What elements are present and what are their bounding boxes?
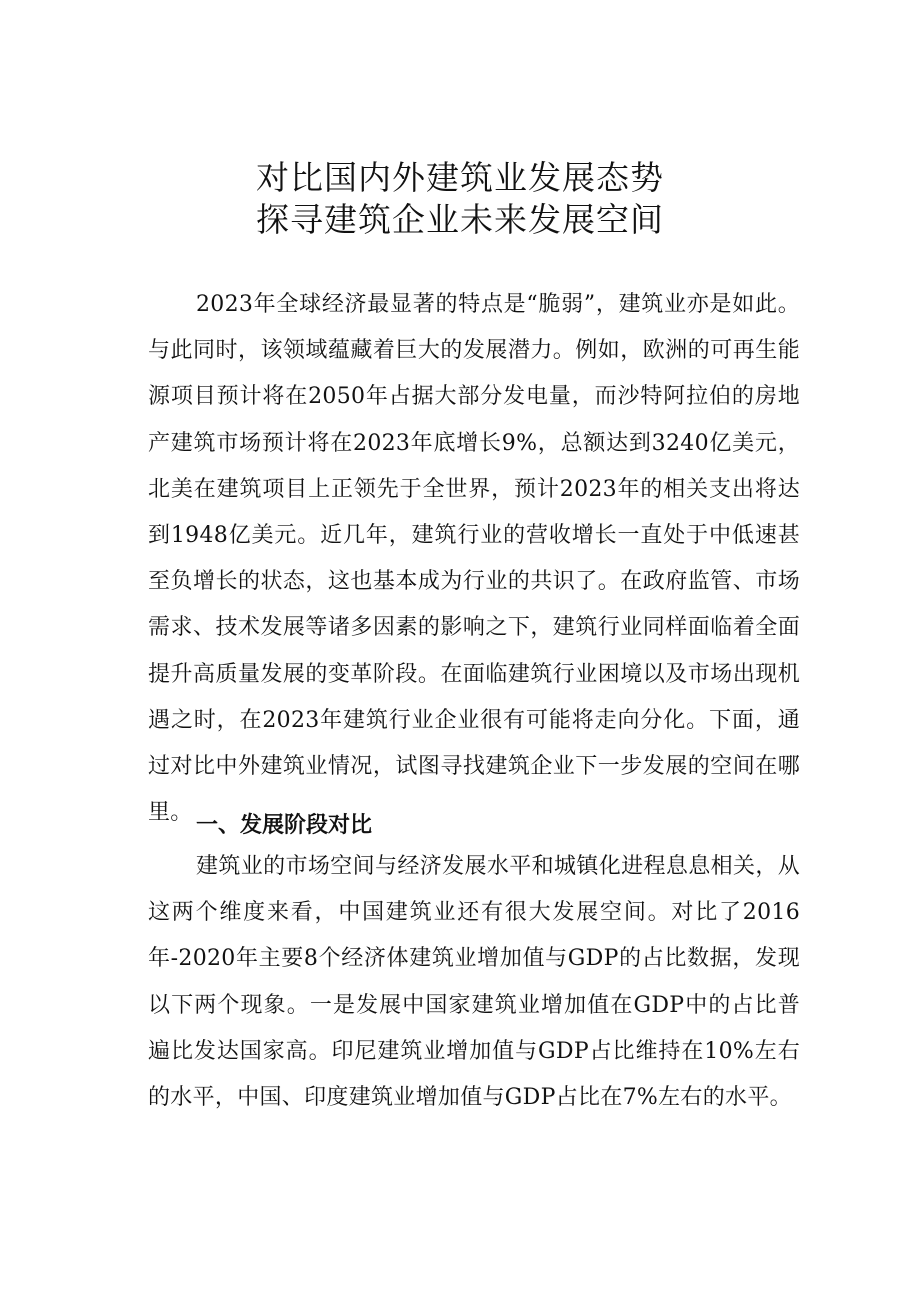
- section-heading-1: 一、发展阶段对比: [196, 813, 373, 838]
- body-paragraph-1: 2023年全球经济最显著的特点是“脆弱”，建筑业亦是如此。与此同时，该领域蕴藏着巨大的发展潜力。例如，欧洲的可再生能源项目预计将在2050年占据大部分发电量，而沙特阿拉伯的房地产建筑市场预计将在2023年底增长9%，总额达到3240亿美元，北美在建筑项目上正领先于全世界，预计2023年的相关支出将达到1948亿美元。近几年，建筑行业的营收增长一直处于中低速甚至负增长的状态，这也基本成为行业的共识了。在政府监管、市场需求、技术发展等诸多因素的影响之下，建筑行业同样面临着全面提升高质量发展的变革阶段。在面临建筑行业困境以及市场出现机遇之时，在2023年建筑行业企业很有可能将走向分化。下面，通过对比中外建筑业情况，试图寻找建筑企业下一步发展的空间在哪里。: [148, 292, 800, 826]
- document-title-line-2: 探寻建筑企业未来发展空间: [256, 200, 664, 239]
- document-title-line-1: 对比国内外建筑业发展态势: [256, 158, 664, 197]
- body-paragraph-2: 建筑业的市场空间与经济发展水平和城镇化进程息息相关，从这两个维度来看，中国建筑业还有很大发展空间。对比了2016年-2020年主要8个经济体建筑业增加值与GDP的占比数据，发现以下两个现象。一是发展中国家建筑业增加值在GDP中的占比普遍比发达国家高。印尼建筑业增加值与GDP占比维持在10%左右的水平，中国、印度建筑业增加值与GDP占比在7%左右的水平。: [148, 854, 800, 1111]
